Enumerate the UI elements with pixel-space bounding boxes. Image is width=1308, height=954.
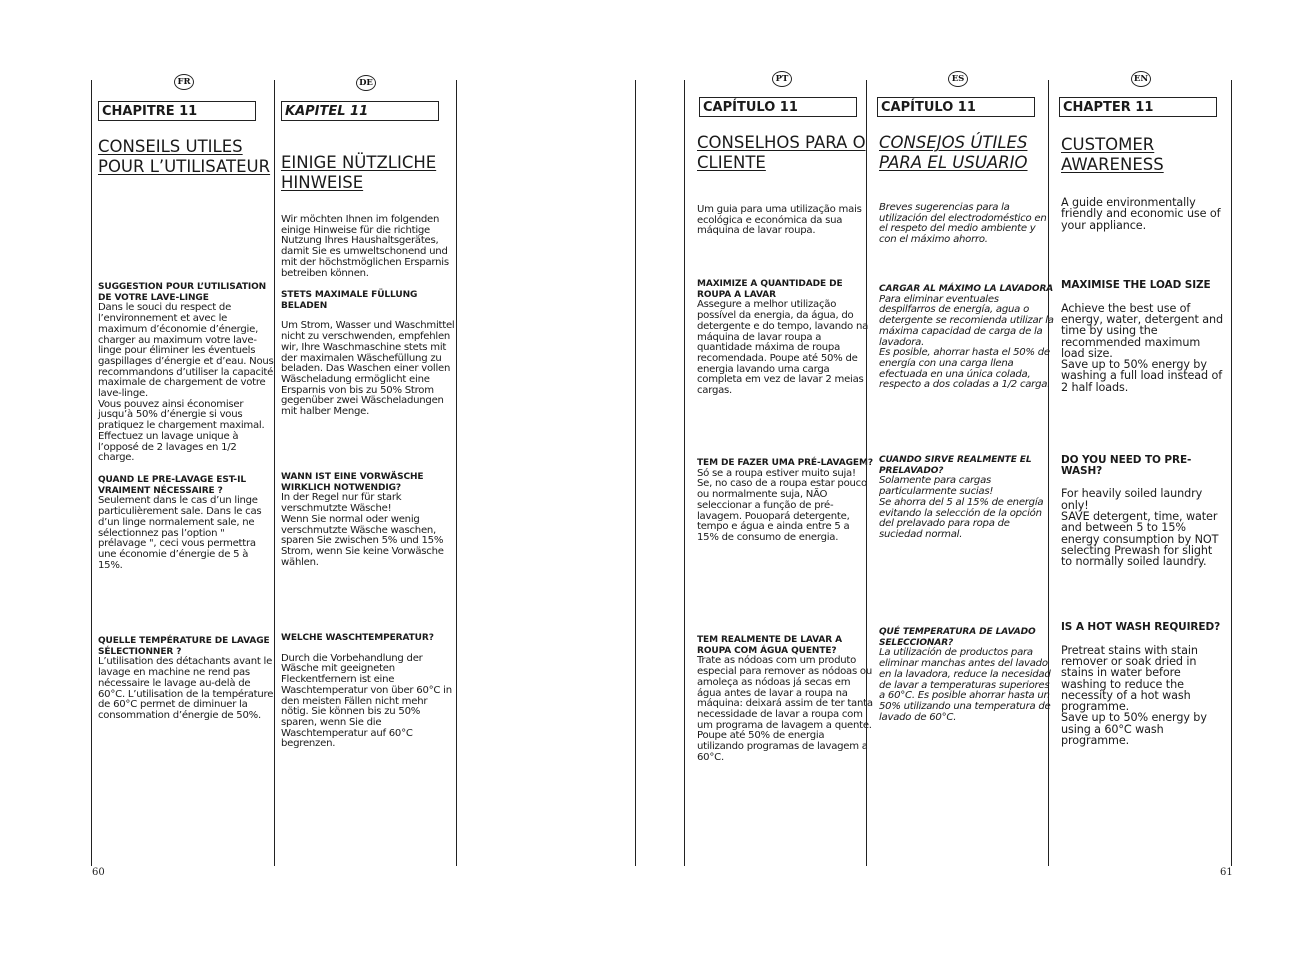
section-body: For heavily soiled laundry only! SAVE detergent, time, water and between 5 to 15% energy consumption by NOT selecting Prewash for slight to normally soiled laundry. xyxy=(1061,487,1219,569)
section-heading: QUELLE TEMPÉRATURE DE LAVAGE SÉLECTIONNER ? xyxy=(98,636,270,657)
column-divider-left-edge-right-page xyxy=(684,80,685,866)
section-heading: STETS MAXIMALE FÜLLUNG BELADEN xyxy=(281,290,418,311)
section-block xyxy=(879,455,1055,541)
section-intro: Wir möchten Ihnen im folgenden einige Hinweise für die richtige Nutzung Ihres Haushaltsgerätes, damit Sie es umweltschonend und mit der höchstmöglichen Ersparnis betreiben können. xyxy=(281,214,449,279)
chapter-label: CHAPTER 11 xyxy=(1059,97,1217,117)
section-body: Um Strom, Wasser und Waschmittel nicht zu verschwenden, empfehlen wir, Ihre Waschmaschine stets mit der maximalen Wäschefüllung zu beladen. Das Waschen einer vollen Wäscheladung ermöglicht eine Ersparnis von bis zu 50% Strom gegenüber zwei Wäscheladungen mit halber Menge. xyxy=(281,320,455,418)
section-block xyxy=(1061,280,1223,393)
section-heading: MAXIMIZE A QUANTIDADE DE ROUPA A LAVAR xyxy=(697,279,843,300)
section-block xyxy=(1061,455,1223,567)
section-heading: WELCHE WASCHTEMPERATUR? xyxy=(281,633,434,643)
column-pt xyxy=(697,0,875,954)
section-intro: Breves sugerencias para la utilización del electrodoméstico en el respeto del medio ambiente y con el máximo ahorro. xyxy=(879,202,1047,246)
section-block xyxy=(98,636,274,722)
section-heading: DO YOU NEED TO PRE-WASH? xyxy=(1061,454,1192,477)
column-es xyxy=(879,0,1057,954)
page-number-right: 61 xyxy=(1220,867,1233,878)
section-body: Seulement dans le cas d’un linge particulièrement sale. Dans le cas d’un linge normalement sale, ne sélectionnez pas l’option " prélavage ", ceci vous permettra une économie d’énergie de 5 à 15%. xyxy=(98,495,262,571)
section-heading: QUÉ TEMPERATURA DE LAVADO SELECCIONAR? xyxy=(879,627,1036,648)
page-number-left: 60 xyxy=(92,867,105,878)
section-body: Durch die Vorbehandlung der Wäsche mit geeigneten Fleckentfernern ist eine Waschtemperatur von über 60°C in den meisten Fällen nicht mehr nötig. Sie können bis zu 50% sparen, wenn Sie die Waschtemperatur auf 60°C begrenzen. xyxy=(281,652,452,750)
section-title: EINIGE NÜTZLICHE HINWEISE xyxy=(281,153,437,192)
section-body: In der Regel nur für stark verschmutzte Wäsche! Wenn Sie normal oder wenig verschmutzte Wäsche waschen, sparen Sie zwischen 5% und 15% Strom, wenn Sie keine Vorwäsche wählen. xyxy=(281,492,444,568)
section-block xyxy=(697,279,873,397)
language-badge-de: DE xyxy=(356,75,376,91)
section-block xyxy=(281,633,457,750)
section-block xyxy=(697,458,873,544)
section-heading: CUANDO SIRVE REALMENTE EL PRELAVADO? xyxy=(879,455,1032,476)
section-body: L’utilisation des détachants avant le lavage en machine ne rend pas nécessaire le lavage au-delà de 60°C. L’utilisation de la température de 60°C permet de diminuer la consommation d’énergie de 50%. xyxy=(98,656,274,721)
section-block xyxy=(879,284,1055,391)
section-heading: TEM REALMENTE DE LAVAR A ROUPA COM ÁGUA QUENTE? xyxy=(697,635,843,656)
section-heading: CARGAR AL MÁXIMO LA LAVADORA xyxy=(879,284,1054,294)
section-block xyxy=(281,472,457,568)
section-heading: TEM DE FAZER UMA PRÉ-LAVAGEM? xyxy=(697,458,873,468)
section-block xyxy=(98,475,274,571)
chapter-label: CHAPITRE 11 xyxy=(98,101,256,121)
section-body: La utilización de productos para eliminar manchas antes del lavado en la lavadora, reduce la necesidad de lavar a temperaturas superiores a 60°C. Es posible ahorrar hasta un 50% utilizando una temperatura de lavado de 60°C. xyxy=(879,647,1051,723)
section-body: Só se a roupa estiver muito suja! Se, no caso de a roupa estar pouco ou normalmente suja, NÃO seleccionar a função de pré-lavagem. Pouopará detergente, tempo e água e ainda entre 5 a 15% de consumo de energia. xyxy=(697,467,867,543)
section-title: CONSELHOS PARA O CLIENTE xyxy=(697,133,866,172)
chapter-label: CAPÍTULO 11 xyxy=(877,97,1035,117)
section-title: CUSTOMER AWARENESS xyxy=(1061,135,1164,174)
section-heading: IS A HOT WASH REQUIRED? xyxy=(1061,621,1221,633)
language-badge-pt: PT xyxy=(772,71,792,87)
section-block xyxy=(281,290,457,418)
column-de xyxy=(281,0,459,954)
section-body: Assegure a melhor utilização possível da energia, da água, do detergente e do tempo, lavando na máquina de lavar roupa a quantidade máxima de roupa recomendada. Poupe até 50% de energia lavando uma carga completa em vez de lavar 2 meias cargas. xyxy=(697,299,869,397)
section-intro: Um guia para uma utilização mais ecológica e económica da sua máquina de lavar roupa. xyxy=(697,204,862,237)
section-body: Para eliminar eventuales despilfarros de energía, agua o detergente se recomienda utilizar la máxima capacidad de carga de la lavadora. Es posible, ahorrar hasta el 50% de energía con una carga llena efectuada en una única colada, respecto a dos coladas a 1/2 carga. xyxy=(879,293,1054,391)
section-block xyxy=(697,635,873,763)
language-badge-en: EN xyxy=(1131,71,1151,87)
section-block xyxy=(1061,622,1223,746)
section-intro: A guide environmentally friendly and economic use of your appliance. xyxy=(1061,196,1221,232)
language-badge-es: ES xyxy=(948,71,968,87)
gutter-divider xyxy=(635,80,636,866)
section-body: Achieve the best use of energy, water, detergent and time by using the recommended maximum load size. Save up to 50% energy by washing a full load instead of 2 half loads. xyxy=(1061,301,1224,394)
language-badge-fr: FR xyxy=(174,74,194,90)
section-title: CONSEJOS ÚTILES PARA EL USUARIO xyxy=(879,133,1028,172)
chapter-label: CAPÍTULO 11 xyxy=(699,97,857,117)
section-heading: QUAND LE PRE-LAVAGE EST-IL VRAIMENT NÉCESSAIRE ? xyxy=(98,475,246,496)
column-divider-left-edge xyxy=(91,80,92,866)
section-block xyxy=(98,282,274,464)
section-body: Trate as nódoas com um produto especial para remover as nódoas ou amoleça as nódoas já secas em água antes de lavar a roupa na máquina: deixará assim de ter tanta necessidade de lavar a roupa com um programa de lavagem a quente. Poupe até 50% de energia utilizando programas de lavagem a 60°C. xyxy=(697,655,873,763)
section-body: Solamente para cargas particularmente sucias! Se ahorra del 5 al 15% de energía evitando la selección de la opción del prelavado para ropa de suciedad normal. xyxy=(879,475,1044,540)
section-title: CONSEILS UTILES POUR L’UTILISATEUR xyxy=(98,137,271,176)
section-block xyxy=(879,627,1055,723)
section-body: Dans le souci du respect de l’environnement et avec le maximum d’économie d’énergie, charger au maximum votre lave-linge pour éliminer les éventuels gaspillages d’énergie et d’eau. Nous recommandons d’utiliser la capacité maximale de chargement de votre lave-linge. Vous pouvez ainsi économiser jusqu’à 50% d’énergie si vous pratiquez le chargement maximal. Effectuez un lavage unique à l’opposé de 2 lavages en 1/2 charge. xyxy=(98,302,274,464)
section-heading: SUGGESTION POUR L’UTILISATION DE VOTRE LAVE-LINGE xyxy=(98,282,267,303)
section-heading: MAXIMISE THE LOAD SIZE xyxy=(1061,279,1211,291)
column-fr xyxy=(98,0,276,954)
column-en xyxy=(1061,0,1233,954)
chapter-label: KAPITEL 11 xyxy=(281,101,439,121)
section-body: Pretreat stains with stain remover or soak dried in stains in water before washing to reduce the necessity of a hot wash programme. Save up to 50% energy by using a 60°C wash programme. xyxy=(1061,643,1207,748)
section-heading: WANN IST EINE VORWÄSCHE WIRKLICH NOTWENDIG? xyxy=(281,472,424,493)
